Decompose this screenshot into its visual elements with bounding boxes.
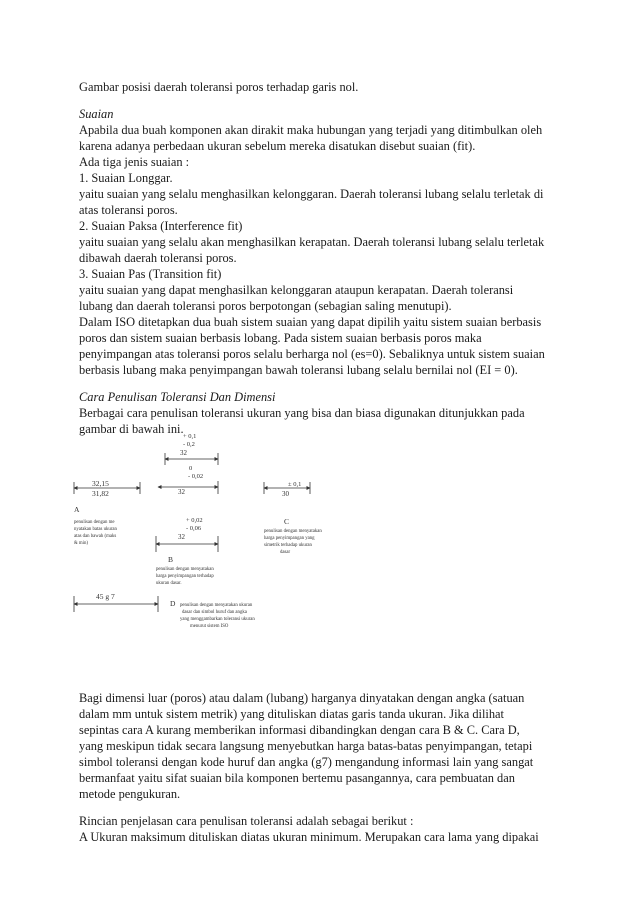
mid-upper-deviation: 0	[189, 465, 193, 472]
list-item-title: 2. Suaian Paksa (Interference fit)	[79, 219, 243, 233]
desc-b-line: penulisan dengan menyatakan	[156, 567, 214, 572]
label-d: D	[170, 599, 176, 608]
paragraph-line: A Ukuran maksimum dituliskan diatas ukuran minimum. Merupakan cara lama yang dipakai	[79, 830, 539, 844]
paragraph-line: atas toleransi poros.	[79, 203, 178, 217]
desc-d-line: menurut sistem ISO	[190, 624, 229, 629]
list-item-title: 1. Suaian Longgar.	[79, 171, 173, 185]
paragraph-line: sepintas cara A kurang memberikan informasi dibandingkan dengan cara B & C. Cara D,	[79, 723, 520, 737]
paragraph-line: penyimpangan atas toleransi poros selalu berharga nol (es=0). Sebaliknya untuk sistem suaian	[79, 347, 545, 361]
paragraph-line: Rincian penjelasan cara penulisan toleransi adalah sebagai berikut :	[79, 814, 414, 828]
paragraph-line: Apabila dua buah komponen akan dirakit maka hubungan yang terjadi yang ditimbulkan oleh	[79, 123, 543, 137]
c-nominal: 30	[282, 490, 289, 498]
paragraph-line: simbol toleransi dengan kode huruf dan angka (g7) mengandung informasi lain yang sangat	[79, 755, 534, 769]
top-nominal: 32	[180, 449, 187, 457]
paragraph-line: bermanfaat yaitu sifat suaian bila komponen bertemu pasangannya, cara pembuatan dan	[79, 771, 515, 785]
desc-d-line: penulisan dengan menyatakan ukuran	[180, 603, 253, 608]
c-symmetric-deviation: ± 0,1	[288, 481, 302, 488]
desc-d-line: yang menggambarkan toleransi ukuran	[180, 617, 255, 622]
paragraph-line: karena adanya perbedaan ukuran sebelum mereka disatukan disebut suaian (fit).	[79, 139, 476, 153]
b-upper-deviation: + 0,02	[186, 517, 203, 524]
top-lower-deviation: - 0,2	[183, 441, 195, 448]
label-c: C	[284, 517, 290, 526]
label-b: B	[168, 555, 174, 564]
paragraph-line: Ada tiga jenis suaian :	[79, 155, 190, 169]
desc-c-line: penulisan dengan menyatakan	[264, 529, 322, 534]
b-nominal: 32	[178, 533, 185, 541]
caption-line: Gambar posisi daerah toleransi poros terhadap garis nol.	[79, 80, 359, 94]
paragraph-line: lubang dan daerah toleransi poros berpotongan (sebagian saling menutupi).	[79, 299, 452, 313]
mid-lower-deviation: - 0,02	[188, 473, 204, 480]
desc-a-line: nyatakan batas ukuran	[74, 527, 117, 532]
a-max-dimension: 32,15	[92, 479, 109, 488]
a-min-dimension: 31,82	[92, 489, 109, 498]
d-iso-designation: 45 g 7	[96, 592, 115, 601]
b-lower-deviation: - 0,06	[186, 525, 202, 532]
paragraph-line: metode pengukuran.	[79, 787, 181, 801]
desc-c-line: harga penyimpangan yang	[264, 536, 315, 541]
paragraph-line: Berbagai cara penulisan toleransi ukuran yang bisa dan biasa digunakan ditunjukkan pada	[79, 406, 525, 420]
desc-d-line: dasar dan simbol huruf dan angka	[182, 610, 247, 615]
label-a: A	[74, 505, 80, 514]
paragraph-line: yaitu suaian yang selalu menghasilkan kelonggaran. Daerah toleransi lubang selalu terletak di	[79, 187, 544, 201]
mid-nominal: 32	[178, 488, 185, 496]
paragraph-line: dibawah daerah toleransi poros.	[79, 251, 237, 265]
top-upper-deviation: + 0,1	[183, 433, 197, 440]
section-heading-suaian: Suaian	[79, 107, 114, 121]
section-heading-cara-penulisan: Cara Penulisan Toleransi Dan Dimensi	[79, 390, 276, 404]
tolerance-figure	[70, 428, 370, 636]
paragraph-line: poros dan sistem suaian berbasis lobang. Pada sistem suaian berbasis poros maka	[79, 331, 482, 345]
paragraph-line: yaitu suaian yang selalu akan menghasilkan kerapatan. Daerah toleransi lubang selalu terletak	[79, 235, 545, 249]
paragraph-line: gambar di bawah ini.	[79, 422, 184, 436]
desc-a-line: atas dan bawah (maks	[74, 534, 117, 539]
desc-c-line: simetrik terhadap ukuran	[264, 543, 312, 548]
paragraph-line: yaitu suaian yang dapat menghasilkan kelonggaran ataupun kerapatan. Daerah toleransi	[79, 283, 514, 297]
desc-b-line: harga penyimpangan terhadap	[156, 574, 214, 579]
paragraph-line: dalam mm untuk sistem metrik) yang dituliskan diatas garis tanda ukuran. Jika dilihat	[79, 707, 504, 721]
list-item-title: 3. Suaian Pas (Transition fit)	[79, 267, 222, 281]
paragraph-line: Bagi dimensi luar (poros) atau dalam (lubang) harganya dinyatakan dengan angka (satuan	[79, 691, 525, 705]
desc-a-line: penulisan dengan me	[74, 520, 115, 525]
desc-c-line: dasar	[280, 550, 291, 555]
paragraph-line: berbasis lubang maka penyimpangan bawah toleransi lubang selalu bernilai nol (EI = 0).	[79, 363, 518, 377]
paragraph-line: yang meskipun tidak secara langsung menyebutkan harga batas-batas penyimpangan, tetapi	[79, 739, 533, 753]
desc-b-line: ukuran dasar.	[156, 581, 182, 586]
desc-a-line: & min)	[74, 541, 88, 546]
paragraph-line: Dalam ISO ditetapkan dua buah sistem suaian yang dapat dipilih yaitu sistem suaian berbasis	[79, 315, 542, 329]
